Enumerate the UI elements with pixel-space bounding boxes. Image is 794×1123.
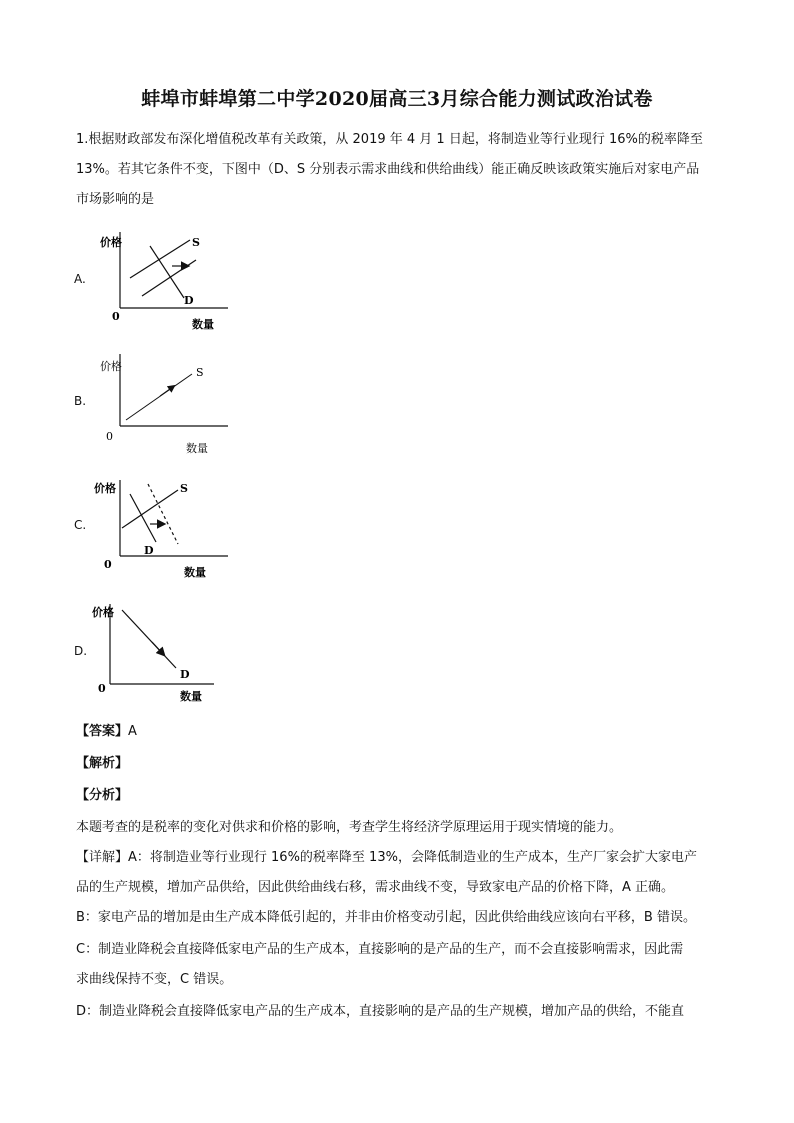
- y-axis-label: 价格: [92, 606, 114, 619]
- option-b-label: B.: [74, 394, 87, 408]
- answer-value: A: [128, 724, 137, 739]
- curve-label-s: S: [192, 236, 200, 249]
- fenxi-heading: 【分析】: [76, 788, 129, 803]
- origin-label: 0: [106, 430, 113, 443]
- x-axis-label: 数量: [180, 690, 202, 703]
- demand-curve-original: [130, 494, 156, 542]
- option-a-diagram: [92, 226, 242, 336]
- option-d-label: D.: [74, 644, 88, 658]
- detail-line-3: B：家电产品的增加是由生产成本降低引起的，并非由价格变动引起，因此供给曲线应该向右平移，B 错误。: [76, 910, 696, 925]
- curve-label-s: S: [180, 482, 188, 495]
- question-line-3: 市场影响的是: [76, 192, 155, 207]
- supply-curve-original: [130, 240, 190, 278]
- supply-curve: [126, 374, 192, 420]
- option-c-label: C.: [74, 518, 87, 532]
- option-b-diagram: [92, 348, 242, 458]
- curve-label-d: D: [144, 544, 154, 557]
- y-axis-label: 价格: [100, 236, 122, 249]
- demand-curve: [122, 610, 176, 668]
- y-axis-label: 价格: [94, 482, 116, 495]
- analysis-heading: 【解析】: [76, 756, 129, 771]
- option-a-label: A.: [74, 272, 86, 286]
- curve-label-s: S: [196, 366, 204, 379]
- page-title: 蚌埠市蚌埠第二中学2020届高三3月综合能力测试政治试卷: [141, 88, 653, 110]
- detail-line-6: D：制造业降税会直接降低家电产品的生产成本，直接影响的是产品的生产规模，增加产品的供给，不能直: [76, 1004, 685, 1019]
- origin-label: 0: [98, 682, 106, 695]
- question-line-2: 13%。若其它条件不变，下图中（D、S 分别表示需求曲线和供给曲线）能正确反映该政策实施后对家电产品: [76, 162, 700, 177]
- detail-line-4: C：制造业降税会直接降低家电产品的生产成本，直接影响的是产品的生产，而不会直接影响需求，因此需: [76, 942, 684, 957]
- detail-line-1: 【详解】A：将制造业等行业现行 16%的税率降至 13%，会降低制造业的生产成本，生产厂家会扩大家电产: [76, 850, 697, 865]
- origin-label: 0: [104, 558, 112, 571]
- answer-line: [76, 720, 137, 739]
- answer-tag: 【答案】: [76, 724, 129, 739]
- origin-label: 0: [112, 310, 120, 323]
- movement-arrow: [160, 386, 174, 396]
- detail-line-5: 求曲线保持不变，C 错误。: [76, 972, 233, 987]
- movement-arrow: [152, 642, 164, 655]
- curve-label-d: D: [180, 668, 190, 681]
- option-d-diagram: [92, 598, 242, 708]
- curve-label-d: D: [184, 294, 194, 307]
- x-axis-label: 数量: [186, 442, 208, 455]
- x-axis-label: 数量: [184, 566, 206, 579]
- fenxi-text: 本题考查的是税率的变化对供求和价格的影响，考查学生将经济学原理运用于现实情境的能力。: [76, 820, 623, 835]
- detail-line-2: 品的生产规模，增加产品供给，因此供给曲线右移，需求曲线不变，导致家电产品的价格下降，A 正确。: [76, 880, 675, 895]
- option-c-diagram: [92, 474, 242, 584]
- x-axis-label: 数量: [192, 318, 214, 331]
- question-line-1: 1.根据财政部发布深化增值税改革有关政策，从 2019 年 4 月 1 日起，将制造业等行业现行 16%的税率降至: [76, 132, 703, 147]
- y-axis-label: 价格: [100, 360, 122, 373]
